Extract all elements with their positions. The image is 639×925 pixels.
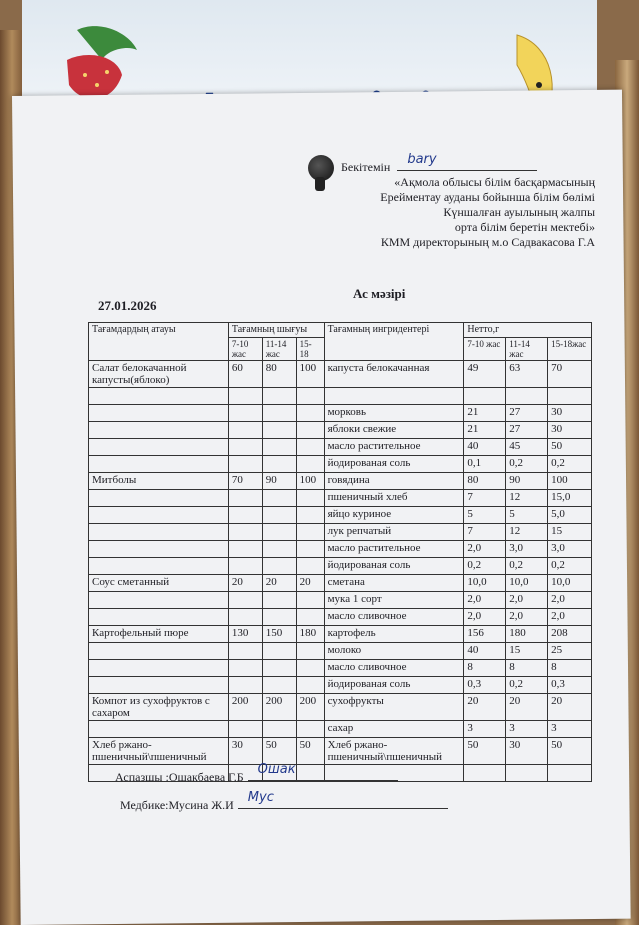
yield-cell: 50 [262, 738, 296, 765]
table-row [89, 626, 592, 643]
document-title: Ас мәзірі [353, 286, 406, 301]
yield-cell [296, 558, 324, 575]
netto-cell: 80 [464, 473, 506, 490]
approval-label: Бекітемін [341, 160, 391, 174]
table-row [89, 507, 592, 524]
yield-cell: 80 [262, 361, 296, 388]
ingredient-cell: мука 1 сорт [324, 592, 464, 609]
table-row [89, 575, 592, 592]
table-row [89, 721, 592, 738]
dish-cell [89, 524, 229, 541]
table-row [89, 541, 592, 558]
dish-cell [89, 507, 229, 524]
netto-cell: 70 [548, 361, 592, 388]
dish-cell [89, 643, 229, 660]
yield-cell [228, 721, 262, 738]
dish-cell [89, 405, 229, 422]
table-row [89, 456, 592, 473]
netto-cell: 2,0 [548, 592, 592, 609]
yield-cell [296, 507, 324, 524]
approval-line: Күншалған ауылының жалпы [443, 205, 595, 219]
table-row [89, 660, 592, 677]
netto-cell: 30 [548, 422, 592, 439]
ingredient-cell: Хлеб ржано-пшеничный\пшеничный [324, 738, 464, 765]
netto-cell: 12 [506, 524, 548, 541]
netto-cell: 40 [464, 643, 506, 660]
yield-cell [228, 405, 262, 422]
cook-signature: Oшак [257, 762, 296, 777]
approval-line: КММ директорының м.о Садвакасова Г.А [380, 235, 595, 249]
yield-cell [262, 643, 296, 660]
header-ingredients: Тағамның ингридентері [324, 323, 464, 361]
dish-cell [89, 721, 229, 738]
yield-cell [262, 507, 296, 524]
yield-cell: 150 [262, 626, 296, 643]
netto-cell: 100 [548, 473, 592, 490]
yield-cell [228, 439, 262, 456]
table-row [89, 558, 592, 575]
netto-cell: 0,2 [464, 558, 506, 575]
cook-name: Аспазшы :Ошакбаева Г.Б [115, 770, 244, 784]
netto-cell: 15 [548, 524, 592, 541]
ingredient-cell: яблоки свежие [324, 422, 464, 439]
dish-cell: Картофельный пюре [89, 626, 229, 643]
netto-cell: 30 [548, 405, 592, 422]
dish-cell [89, 439, 229, 456]
netto-cell: 2,0 [464, 541, 506, 558]
netto-cell: 2,0 [464, 609, 506, 626]
yield-cell [228, 643, 262, 660]
yield-cell: 30 [228, 738, 262, 765]
dish-cell [89, 660, 229, 677]
netto-cell: 7 [464, 524, 506, 541]
netto-cell: 10,0 [506, 575, 548, 592]
header-age: 15-18 [296, 338, 324, 361]
yield-cell [262, 405, 296, 422]
netto-cell: 0,3 [548, 677, 592, 694]
header-yield: Тағамның шығуы [228, 323, 324, 338]
netto-cell: 0,3 [464, 677, 506, 694]
ingredient-cell: сахар [324, 721, 464, 738]
ingredient-cell: говядина [324, 473, 464, 490]
yield-cell [228, 490, 262, 507]
dish-cell [89, 490, 229, 507]
yield-cell [262, 439, 296, 456]
yield-cell: 100 [296, 361, 324, 388]
yield-cell [296, 490, 324, 507]
table-row [89, 490, 592, 507]
header-netto-age: 11-14 жас [506, 338, 548, 361]
dish-cell [89, 609, 229, 626]
dish-cell [89, 677, 229, 694]
ingredient-cell: яйцо куриное [324, 507, 464, 524]
ingredient-cell: масло сливочное [324, 609, 464, 626]
yield-cell: 20 [262, 575, 296, 592]
netto-cell: 8 [464, 660, 506, 677]
yield-cell [228, 524, 262, 541]
yield-cell [262, 541, 296, 558]
yield-cell: 90 [262, 473, 296, 490]
netto-cell [548, 765, 592, 782]
dish-cell [89, 388, 229, 405]
yield-cell: 200 [296, 694, 324, 721]
medic-signature-line [120, 790, 448, 813]
netto-cell: 49 [464, 361, 506, 388]
netto-cell: 2,0 [506, 609, 548, 626]
yield-cell [296, 456, 324, 473]
netto-cell: 2,0 [506, 592, 548, 609]
table-row [89, 422, 592, 439]
ingredient-cell: пшеничный хлеб [324, 490, 464, 507]
netto-cell [506, 765, 548, 782]
yield-cell: 200 [262, 694, 296, 721]
netto-cell: 30 [506, 738, 548, 765]
yield-cell [228, 422, 262, 439]
dish-cell: Соус сметанный [89, 575, 229, 592]
yield-cell [296, 643, 324, 660]
netto-cell: 0,2 [548, 456, 592, 473]
document-date: 27.01.2026 [98, 298, 157, 313]
netto-cell: 20 [548, 694, 592, 721]
netto-cell: 2,0 [548, 609, 592, 626]
dish-cell [89, 456, 229, 473]
header-dish: Тағамдардың атауы [89, 323, 229, 361]
netto-cell: 10,0 [464, 575, 506, 592]
ingredient-cell: йодированая соль [324, 558, 464, 575]
netto-cell: 50 [548, 738, 592, 765]
approval-line: Ерейментау ауданы бойынша білім бөлімі [380, 190, 595, 204]
yield-cell [262, 388, 296, 405]
header-netto-age: 7-10 жас [464, 338, 506, 361]
netto-cell: 5 [464, 507, 506, 524]
dish-cell [89, 422, 229, 439]
ingredient-cell: морковь [324, 405, 464, 422]
menu-table [88, 322, 592, 782]
netto-cell: 5 [506, 507, 548, 524]
netto-cell: 0,2 [506, 456, 548, 473]
yield-cell: 130 [228, 626, 262, 643]
netto-cell: 156 [464, 626, 506, 643]
netto-cell: 20 [464, 694, 506, 721]
ingredient-cell: молоко [324, 643, 464, 660]
netto-cell: 63 [506, 361, 548, 388]
netto-cell: 45 [506, 439, 548, 456]
netto-cell: 208 [548, 626, 592, 643]
cook-signature-line [115, 762, 398, 785]
yield-cell [228, 507, 262, 524]
yield-cell [262, 677, 296, 694]
netto-cell: 15 [506, 643, 548, 660]
netto-cell: 10,0 [548, 575, 592, 592]
yield-cell [228, 541, 262, 558]
yield-cell [228, 388, 262, 405]
netto-cell: 50 [464, 738, 506, 765]
netto-cell: 0,1 [464, 456, 506, 473]
netto-cell: 2,0 [464, 592, 506, 609]
yield-cell [262, 721, 296, 738]
netto-cell: 0,2 [506, 677, 548, 694]
dish-cell: Компот из сухофруктов с сахаром [89, 694, 229, 721]
yield-cell [228, 660, 262, 677]
table-row [89, 592, 592, 609]
table-row [89, 361, 592, 388]
yield-cell [296, 660, 324, 677]
netto-cell [548, 388, 592, 405]
header-age: 11-14 жас [262, 338, 296, 361]
ingredient-cell: йодированая соль [324, 456, 464, 473]
medic-signature: Мус [247, 790, 274, 805]
yield-cell [228, 558, 262, 575]
yield-cell [262, 422, 296, 439]
table-row [89, 405, 592, 422]
yield-cell [228, 609, 262, 626]
netto-cell: 3 [506, 721, 548, 738]
dish-cell [89, 541, 229, 558]
netto-cell: 12 [506, 490, 548, 507]
yield-cell [228, 456, 262, 473]
netto-cell: 20 [506, 694, 548, 721]
yield-cell [296, 677, 324, 694]
yield-cell [296, 541, 324, 558]
netto-cell: 3 [464, 721, 506, 738]
netto-cell: 21 [464, 405, 506, 422]
yield-cell [296, 422, 324, 439]
table-row [89, 439, 592, 456]
ingredient-cell: масло растительное [324, 439, 464, 456]
netto-cell: 3,0 [548, 541, 592, 558]
netto-cell [464, 765, 506, 782]
netto-cell: 0,2 [506, 558, 548, 575]
netto-cell: 3,0 [506, 541, 548, 558]
approval-block [335, 152, 595, 250]
director-signature: bary [407, 152, 437, 167]
netto-cell: 90 [506, 473, 548, 490]
ingredient-cell: масло сливочное [324, 660, 464, 677]
netto-cell: 8 [548, 660, 592, 677]
ingredient-cell: масло растительное [324, 541, 464, 558]
netto-cell: 7 [464, 490, 506, 507]
yield-cell [296, 388, 324, 405]
table-row [89, 473, 592, 490]
yield-cell: 20 [296, 575, 324, 592]
approval-line: орта білім беретін мектебі» [454, 220, 595, 234]
ingredient-cell: сухофрукты [324, 694, 464, 721]
table-row [89, 677, 592, 694]
yield-cell [262, 490, 296, 507]
pushpin-icon [308, 155, 334, 181]
yield-cell [228, 592, 262, 609]
yield-cell [296, 609, 324, 626]
table-row [89, 609, 592, 626]
netto-cell: 21 [464, 422, 506, 439]
yield-cell [296, 405, 324, 422]
yield-cell [262, 609, 296, 626]
netto-cell: 3 [548, 721, 592, 738]
netto-cell: 5,0 [548, 507, 592, 524]
yield-cell [262, 558, 296, 575]
netto-cell [464, 388, 506, 405]
yield-cell [262, 660, 296, 677]
netto-cell: 50 [548, 439, 592, 456]
netto-cell: 0,2 [548, 558, 592, 575]
header-netto-age: 15-18жас [548, 338, 592, 361]
dish-cell: Хлеб ржано-пшеничный\пшеничный [89, 738, 229, 765]
dish-cell [89, 592, 229, 609]
yield-cell: 60 [228, 361, 262, 388]
table-row [89, 738, 592, 765]
table-row [89, 524, 592, 541]
dish-cell: Митболы [89, 473, 229, 490]
yield-cell [296, 439, 324, 456]
yield-cell: 50 [296, 738, 324, 765]
yield-cell: 20 [228, 575, 262, 592]
dish-cell [89, 558, 229, 575]
header-age: 7-10 жас [228, 338, 262, 361]
header-netto: Нетто,г [464, 323, 592, 338]
yield-cell [262, 524, 296, 541]
netto-cell [506, 388, 548, 405]
netto-cell: 15,0 [548, 490, 592, 507]
yield-cell: 180 [296, 626, 324, 643]
yield-cell [296, 524, 324, 541]
ingredient-cell: сметана [324, 575, 464, 592]
medic-name: Медбике:Мусина Ж.И [120, 798, 234, 812]
netto-cell: 40 [464, 439, 506, 456]
yield-cell: 200 [228, 694, 262, 721]
netto-cell: 27 [506, 405, 548, 422]
yield-cell [262, 592, 296, 609]
yield-cell [228, 677, 262, 694]
ingredient-cell: йодированая соль [324, 677, 464, 694]
yield-cell: 100 [296, 473, 324, 490]
dish-cell: Салат белокачанной капусты(яблоко) [89, 361, 229, 388]
yield-cell [296, 592, 324, 609]
netto-cell: 25 [548, 643, 592, 660]
table-row [89, 694, 592, 721]
yield-cell: 70 [228, 473, 262, 490]
ingredient-cell: лук репчатый [324, 524, 464, 541]
yield-cell [296, 721, 324, 738]
ingredient-cell: картофель [324, 626, 464, 643]
netto-cell: 27 [506, 422, 548, 439]
yield-cell [262, 456, 296, 473]
ingredient-cell: капуста белокачанная [324, 361, 464, 388]
ingredient-cell [324, 388, 464, 405]
table-row [89, 643, 592, 660]
netto-cell: 8 [506, 660, 548, 677]
netto-cell: 180 [506, 626, 548, 643]
approval-line: «Ақмола облысы білім басқармасының [394, 175, 595, 189]
table-row [89, 388, 592, 405]
